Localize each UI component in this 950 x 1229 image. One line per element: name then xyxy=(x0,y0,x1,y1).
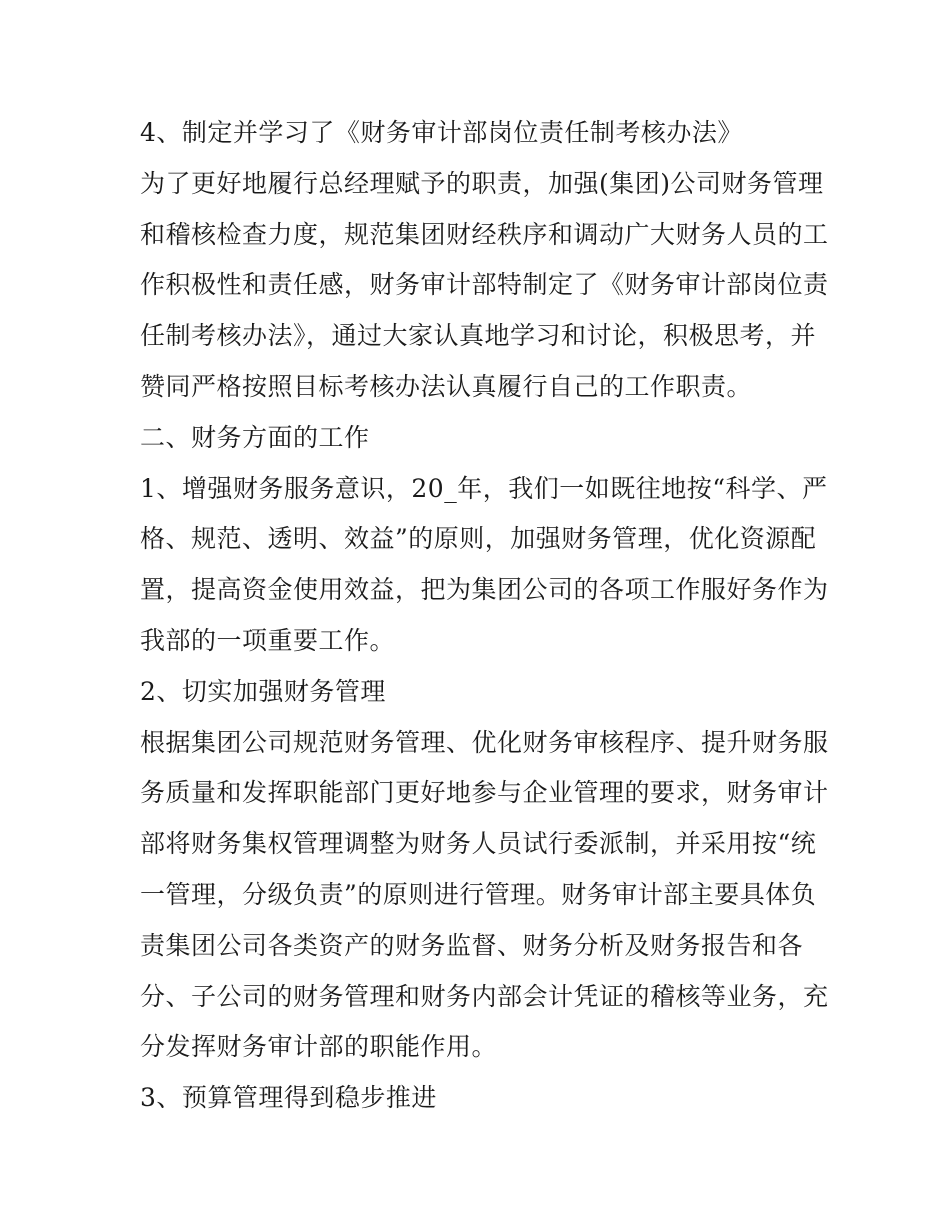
paragraph-line: 务质量和发挥职能部门更好地参与企业管理的要求，财务审计 xyxy=(140,778,829,808)
paragraph-line: 分发挥财务审计部的职能作用。 xyxy=(140,1032,498,1062)
paragraph-line: 作积极性和责任感，财务审计部特制定了《财务审计部岗位责 xyxy=(140,270,829,300)
paragraph-line: 为了更好地履行总经理赋予的职责，加强(集团)公司财务管理 xyxy=(140,168,824,198)
section-heading: 二、财务方面的工作 xyxy=(140,422,370,452)
paragraph-line: 根据集团公司规范财务管理、优化财务审核程序、提升财务服 xyxy=(140,727,829,757)
paragraph-line: 部将财务集权管理调整为财务人员试行委派制，并采用按“统 xyxy=(140,829,817,859)
paragraph-line: 和稽核检查力度，规范集团财经秩序和调动广大财务人员的工 xyxy=(140,219,829,249)
paragraph-line: 我部的一项重要工作。 xyxy=(140,625,396,655)
paragraph-line: 赞同严格按照目标考核办法认真履行自己的工作职责。 xyxy=(140,371,753,401)
heading-item-4: 4、制定并学习了《财务审计部岗位责任制考核办法》 xyxy=(140,118,743,147)
paragraph-line: 分、子公司的财务管理和财务内部会计凭证的稽核等业务，充 xyxy=(140,981,829,1011)
heading-item-3: 3、预算管理得到稳步推进 xyxy=(140,1083,437,1113)
paragraph-line: 1、增强财务服务意识，20_年，我们一如既往地按“科学、严 xyxy=(140,473,828,503)
paragraph-line: 任制考核办法》，通过大家认真地学习和讨论，积极思考，并 xyxy=(140,321,817,351)
paragraph-line: 格、规范、透明、效益”的原则，加强财务管理，优化资源配 xyxy=(140,524,817,554)
heading-item-2: 2、切实加强财务管理 xyxy=(140,676,386,706)
document-body xyxy=(140,108,829,1124)
paragraph-line: 一管理，分级负责”的原则进行管理。财务审计部主要具体负 xyxy=(140,879,817,909)
paragraph-line: 责集团公司各类资产的财务监督、财务分析及财务报告和各 xyxy=(140,930,804,960)
paragraph-line: 置，提高资金使用效益，把为集团公司的各项工作服好务作为 xyxy=(140,575,829,605)
